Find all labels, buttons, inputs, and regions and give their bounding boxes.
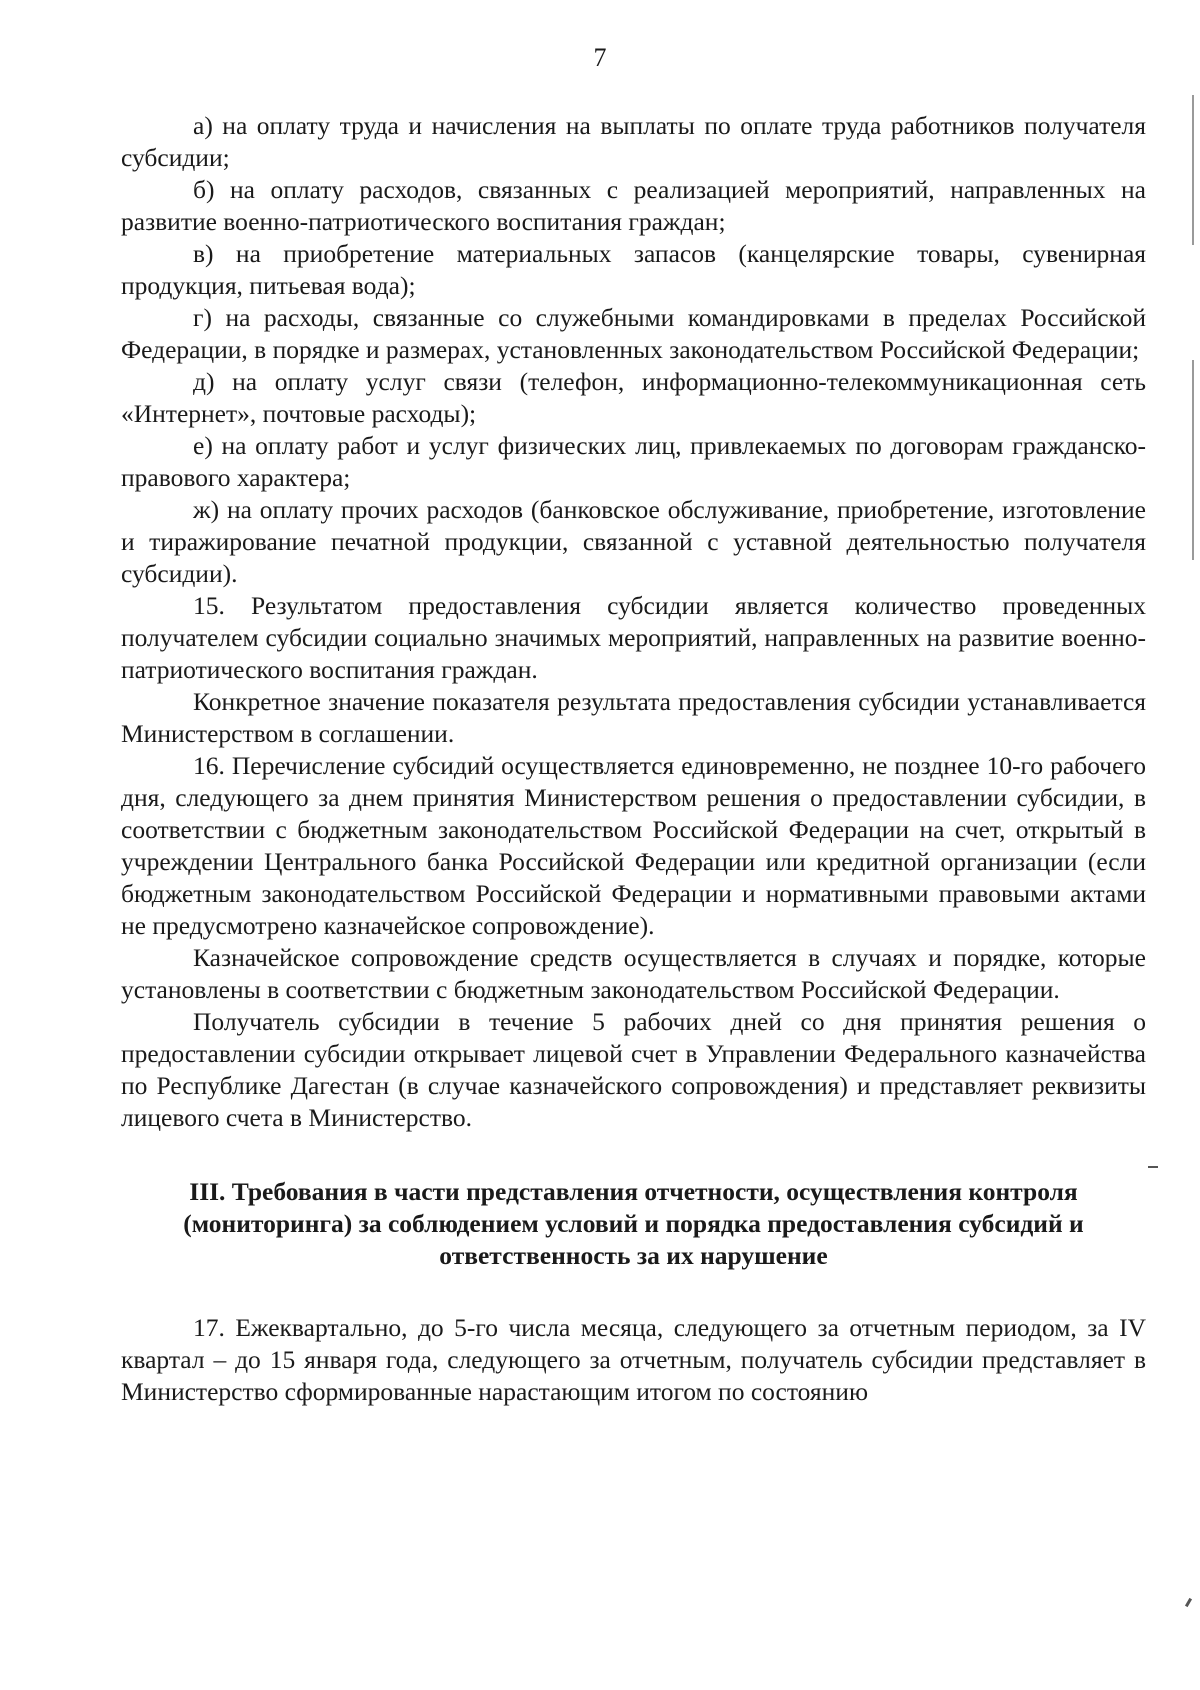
section-heading-line-3: ответственность за их нарушение	[439, 1241, 828, 1270]
paragraph-item-zh: ж) на оплату прочих расходов (банковское обслуживание, приобретение, изготовление и тиражирование печатной продукции, связанной с уставной деятельностью получателя субсидии).	[121, 495, 1146, 588]
paragraph-clause-16: 16. Перечисление субсидий осуществляется единовременно, не позднее 10-го рабочего дня, следующего за днем принятия Министерством решения о предоставлении субсидии, в соответствии с бюджетным законодательством Российской Федерации на счет, открытый в учреждении Центрального банка Российской Федерации или кредитной организации (если бюджетным законодательством Российской Федерации и нормативными правовыми актами не предусмотрено казначейское сопровождение).	[121, 751, 1146, 940]
paragraph-item-g: г) на расходы, связанные со служебными командировками в пределах Российской Федерации, в порядке и размерах, установленных законодательством Российской Федерации;	[121, 303, 1146, 364]
paragraph-recipient-account: Получатель субсидии в течение 5 рабочих дней со дня принятия решения о предоставлении субсидии открывает лицевой счет в Управлении Федерального казначейства по Республике Дагестан (в случае казначейского сопровождения) и представляет реквизиты лицевого счета в Министерство.	[121, 1007, 1146, 1132]
paragraph-clause-15: 15. Результатом предоставления субсидии является количество проведенных получателем субсидии социально значимых мероприятий, направленных на развитие военно-патриотического воспитания граждан.	[121, 591, 1146, 684]
scan-edge-mark	[1192, 360, 1194, 560]
document-body	[121, 110, 1146, 1408]
paragraph-item-a: а) на оплату труда и начисления на выплаты по оплате труда работников получателя субсидии;	[121, 111, 1146, 172]
paragraph-treasury-support: Казначейское сопровождение средств осуществляется в случаях и порядке, которые установлены в соответствии с бюджетным законодательством Российской Федерации.	[121, 943, 1146, 1004]
scan-edge-mark	[1192, 95, 1194, 245]
section-heading-line-2: (мониторинга) за соблюдением условий и порядка предоставления субсидий и	[183, 1209, 1084, 1238]
paragraph-clause-17: 17. Ежеквартально, до 5-го числа месяца, следующего за отчетным периодом, за IV квартал – до 15 января года, следующего за отчетным, получатель субсидии представляет в Министерство сформированные нарастающим итогом по состоянию	[121, 1313, 1146, 1406]
paragraph-result-value: Конкретное значение показателя результата предоставления субсидии устанавливается Министерством в соглашении.	[121, 687, 1146, 748]
paragraph-item-v: в) на приобретение материальных запасов (канцелярские товары, сувенирная продукция, питьевая вода);	[121, 239, 1146, 300]
section-heading-line-1: III. Требования в части представления отчетности, осуществления контроля	[189, 1177, 1078, 1206]
section-heading	[121, 1176, 1146, 1272]
paragraph-item-e: е) на оплату работ и услуг физических лиц, привлекаемых по договорам гражданско-правового характера;	[121, 431, 1146, 492]
paragraph-item-d: д) на оплату услуг связи (телефон, информационно-телекоммуникационная сеть «Интернет», почтовые расходы);	[121, 367, 1146, 428]
scan-dash-mark	[1148, 1166, 1158, 1168]
scan-tick-mark	[1185, 1598, 1192, 1607]
page-number: 7	[593, 43, 607, 72]
paragraph-item-b: б) на оплату расходов, связанных с реализацией мероприятий, направленных на развитие военно-патриотического воспитания граждан;	[121, 175, 1146, 236]
